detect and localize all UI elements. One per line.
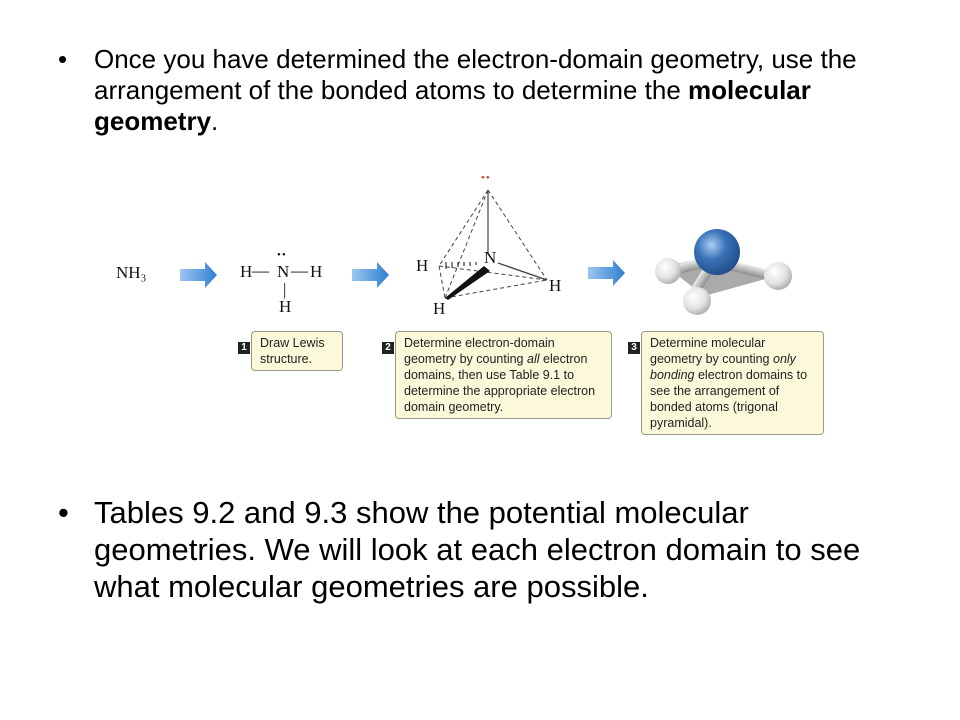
step-2-box — [395, 331, 612, 419]
lewis-lone-pair: •• — [277, 249, 287, 261]
arrow-icon — [180, 262, 217, 288]
step-emphasis: all — [527, 352, 540, 366]
lewis-h-right: H — [310, 262, 323, 281]
step-3 — [628, 331, 824, 435]
step-text-end: electron domains to see the arrangement of bonded atoms (trigonal pyramidal). — [650, 368, 808, 430]
step-text: Draw Lewis structure. — [260, 336, 325, 366]
bullet-tables — [58, 494, 898, 605]
bullet-electron-domain — [58, 44, 898, 137]
step-text: Determine molecular geometry by counting — [650, 336, 773, 366]
bullet-text-end: . — [211, 106, 219, 136]
ball-and-stick-model — [655, 229, 792, 315]
step-number: 2 — [382, 342, 394, 354]
lewis-bond-down: | — [283, 280, 287, 299]
tetra-nitrogen: N — [484, 248, 497, 267]
step-text-end: electron domains, then use Table 9.1 to determine the appropriate electron domain geometry. — [404, 352, 596, 414]
lewis-bond-left: — — [252, 261, 269, 280]
arrow-icon — [352, 262, 389, 288]
arrow-icon — [588, 260, 625, 286]
tetra-h-right: H — [549, 276, 562, 295]
wedge-bond — [445, 266, 490, 300]
bullet-text-part: Once you have determined the electron-domain geometry, use the arrangement of the bonded atoms to determine the — [94, 44, 857, 105]
hydrogen-atom — [655, 258, 681, 284]
hydrogen-atom — [683, 287, 711, 315]
tetrahedral-structure — [439, 190, 547, 298]
step-3-box — [641, 331, 824, 435]
step-number: 3 — [628, 342, 640, 354]
lewis-h-bottom: H — [279, 297, 292, 316]
tetra-h-left: H — [416, 256, 429, 275]
bullet-text: Tables 9.2 and 9.3 show the potential molecular geometries. We will look at each electron domain to see what molecular geometries are possible. — [94, 495, 861, 604]
step-1-box — [251, 331, 343, 371]
bullet-dot: • — [58, 495, 69, 530]
hashed-bond — [446, 262, 476, 269]
nh3-formula: NH₃ — [116, 263, 147, 282]
step-2 — [382, 331, 612, 419]
nitrogen-atom — [694, 229, 740, 275]
bold-term-molecular-geometry: molecular geometry — [94, 75, 811, 136]
lewis-h-left: H — [240, 262, 253, 281]
hydrogen-atom — [764, 262, 792, 290]
bullet-dot: • — [58, 44, 68, 74]
step-number: 1 — [238, 342, 250, 354]
tetra-lone-pair: •• — [481, 172, 491, 184]
step-1 — [238, 331, 343, 371]
lewis-nitrogen: N — [277, 262, 290, 281]
bullet-text — [94, 44, 898, 137]
nh3-geometry-figure — [100, 168, 840, 458]
step-text: Determine electron-domain geometry by counting — [404, 336, 555, 366]
tetra-h-bottom: H — [433, 299, 446, 318]
lewis-bond-right: — — [291, 261, 308, 280]
step-emphasis: only bonding — [650, 352, 796, 382]
